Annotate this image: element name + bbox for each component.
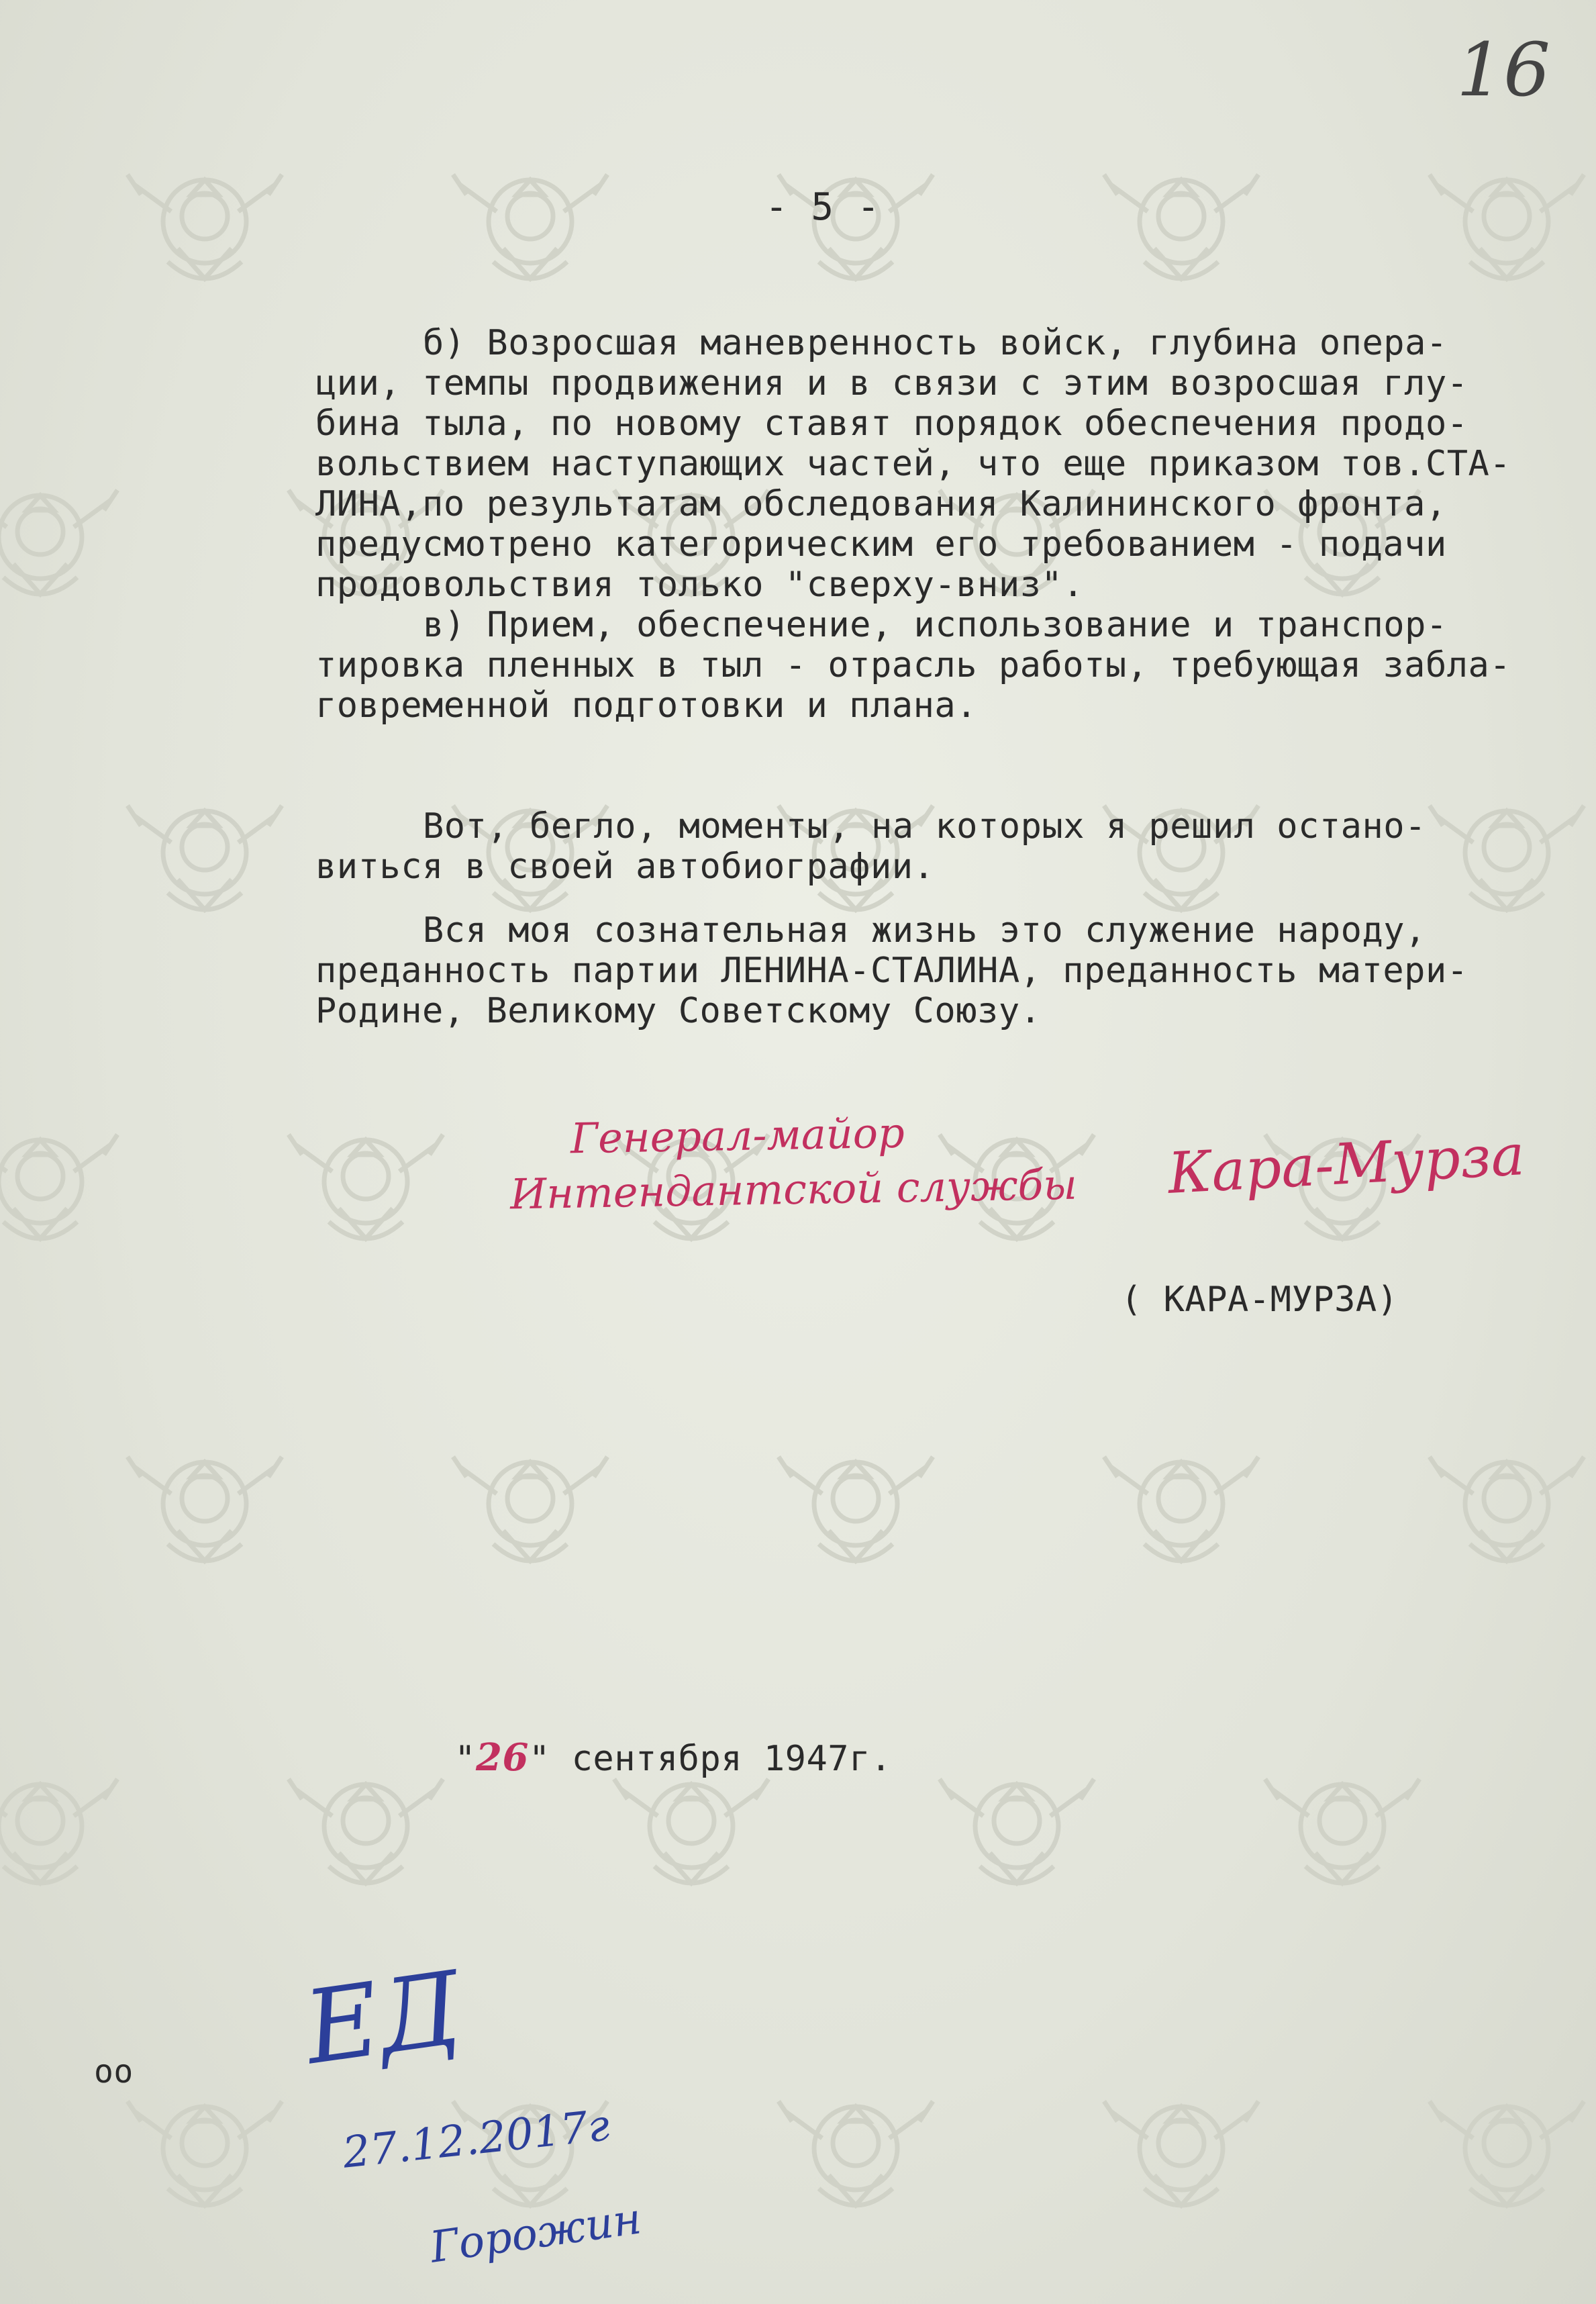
date-day-handwritten: 26: [476, 1735, 529, 1780]
text-line: виться в своей автобиографии.: [315, 847, 935, 887]
text-line: тировка пленных в тыл - отрасль работы, требующая забла-: [315, 645, 1511, 685]
text-line: Родине, Великому Советскому Союзу.: [315, 991, 1042, 1031]
date-line: [369, 1695, 892, 1821]
text-line: бина тыла, по новому ставят порядок обеспечения продо-: [315, 403, 1468, 444]
text-line: Вся моя сознательная жизнь это служение народу,: [423, 910, 1426, 951]
typed-name: ( КАРА-МУРЗА): [1121, 1280, 1399, 1320]
text-line: ции, темпы продвижения и в связи с этим возросшая глу-: [315, 363, 1468, 403]
page-number: - 5 -: [765, 185, 881, 229]
text-line: продовольствия только "сверху-вниз".: [315, 565, 1085, 605]
margin-note-date: 27.12.2017г: [340, 2101, 612, 2178]
signature-rank-line-2: Интендантской службы: [509, 1159, 1078, 1219]
text-line: преданность партии ЛЕНИНА-СТАЛИНА, преданность матери-: [315, 951, 1468, 991]
date-month-year: сентября 1947г.: [550, 1739, 892, 1779]
date-open-quote: ": [454, 1739, 477, 1779]
signature-rank-line-1: Генерал-майор: [570, 1108, 905, 1163]
text-line: вольствием наступающих частей, что еще приказом тов.СТА-: [315, 444, 1511, 484]
margin-note-initials: ЕД: [298, 1950, 468, 2088]
date-close-quote: ": [528, 1739, 550, 1779]
handwritten-signature: Кара-Мурза: [1166, 1122, 1526, 1206]
text-line: б) Возросшая маневренность войск, глубина опера-: [423, 323, 1448, 363]
text-line: ЛИНА,по результатам обследования Калининского фронта,: [315, 484, 1447, 524]
margin-note-name: Горожин: [427, 2194, 645, 2273]
text-line: в) Прием, обеспечение, использование и транспор-: [423, 605, 1448, 645]
footer-mark: оо: [94, 2053, 134, 2091]
text-line: Вот, бегло, моменты, на которых я решил остано-: [423, 806, 1426, 847]
text-line: говременной подготовки и плана.: [315, 685, 978, 726]
text-line: предусмотрено категорическим его требованием - подачи: [315, 524, 1447, 565]
archive-page-number: 16: [1456, 27, 1550, 113]
